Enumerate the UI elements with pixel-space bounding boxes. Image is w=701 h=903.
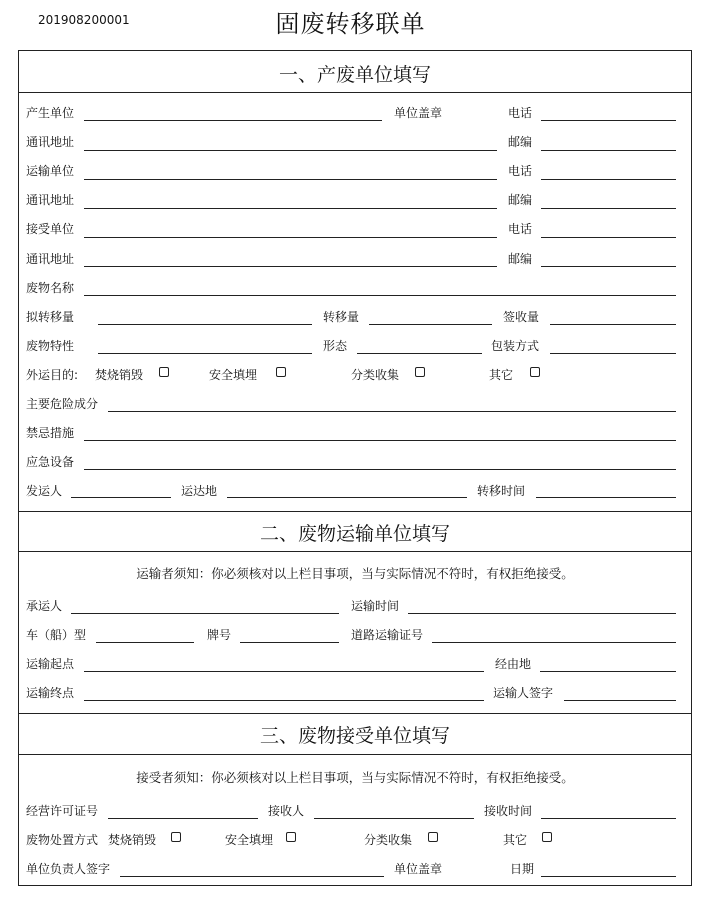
transfer-qty-field[interactable] <box>369 324 492 325</box>
incinerate-checkbox[interactable] <box>159 367 169 377</box>
via-label: 经由地 <box>495 657 532 671</box>
receiver-label: 接受单位 <box>26 222 75 236</box>
divider <box>18 713 692 714</box>
address-label: 通讯地址 <box>26 135 75 149</box>
transfer-qty-label: 转移量 <box>323 310 360 324</box>
road-permit-field[interactable] <box>432 642 676 643</box>
signature-label: 运输人签字 <box>493 686 554 700</box>
other-checkbox[interactable] <box>542 832 552 842</box>
phone-label: 电话 <box>508 222 533 236</box>
phone-field[interactable] <box>541 179 676 180</box>
seal-label: 单位盖章 <box>394 106 443 120</box>
postcode-label: 邮编 <box>508 193 533 207</box>
planned-qty-field[interactable] <box>98 324 312 325</box>
hazard-field[interactable] <box>108 411 676 412</box>
packaging-label: 包装方式 <box>491 339 540 353</box>
divider <box>18 511 692 512</box>
address-field[interactable] <box>84 208 497 209</box>
address-label: 通讯地址 <box>26 193 75 207</box>
producer-field[interactable] <box>84 120 382 121</box>
receiver-field[interactable] <box>84 237 497 238</box>
sort-checkbox[interactable] <box>428 832 438 842</box>
landfill-checkbox[interactable] <box>276 367 286 377</box>
postcode-label: 邮编 <box>508 252 533 266</box>
receiver-person-label: 接收人 <box>268 804 305 818</box>
form-title: 固废转移联单 <box>275 10 426 38</box>
phone-field[interactable] <box>541 237 676 238</box>
destination-label: 运达地 <box>181 484 218 498</box>
packaging-field[interactable] <box>550 353 676 354</box>
signed-qty-field[interactable] <box>550 324 676 325</box>
other-label: 其它 <box>503 833 528 847</box>
postcode-field[interactable] <box>541 150 676 151</box>
taboo-field[interactable] <box>84 440 676 441</box>
landfill-label: 安全填埋 <box>209 368 258 382</box>
section1-heading: 一、产废单位填写 <box>278 64 431 86</box>
postcode-field[interactable] <box>541 266 676 267</box>
waste-name-field[interactable] <box>84 295 676 296</box>
carrier-label: 承运人 <box>26 599 63 613</box>
transport-time-label: 运输时间 <box>351 599 400 613</box>
phone-label: 电话 <box>508 106 533 120</box>
other-checkbox[interactable] <box>530 367 540 377</box>
carrier-notice: 运输者须知：你必须核对以上栏目事项，当与实际情况不符时，有权拒绝接受。 <box>136 566 574 581</box>
sort-label: 分类收集 <box>364 833 413 847</box>
postcode-field[interactable] <box>541 208 676 209</box>
vehicle-label: 车（船）型 <box>26 628 87 642</box>
signature-field[interactable] <box>564 700 676 701</box>
sort-checkbox[interactable] <box>415 367 425 377</box>
license-field[interactable] <box>108 818 258 819</box>
date-field[interactable] <box>541 876 676 877</box>
purpose-label: 外运目的: <box>26 368 79 382</box>
address-field[interactable] <box>84 150 497 151</box>
phone-label: 电话 <box>508 164 533 178</box>
vehicle-field[interactable] <box>96 642 194 643</box>
divider <box>18 92 692 93</box>
shipper-label: 发运人 <box>26 484 63 498</box>
emergency-label: 应急设备 <box>26 455 75 469</box>
incinerate-label: 焚烧销毁 <box>108 833 157 847</box>
emergency-field[interactable] <box>84 469 676 470</box>
signed-qty-label: 签收量 <box>503 310 540 324</box>
waste-property-field[interactable] <box>98 353 312 354</box>
transporter-field[interactable] <box>84 179 497 180</box>
form-frame <box>18 50 692 886</box>
receive-time-label: 接收时间 <box>484 804 533 818</box>
receive-time-field[interactable] <box>541 818 676 819</box>
hazard-label: 主要危险成分 <box>26 397 99 411</box>
plate-label: 牌号 <box>207 628 232 642</box>
carrier-field[interactable] <box>71 613 339 614</box>
transporter-label: 运输单位 <box>26 164 75 178</box>
address-field[interactable] <box>84 266 497 267</box>
divider <box>18 754 692 755</box>
section3-heading: 三、废物接受单位填写 <box>259 725 450 747</box>
start-point-field[interactable] <box>84 671 484 672</box>
other-label: 其它 <box>489 368 514 382</box>
phone-field[interactable] <box>541 120 676 121</box>
transfer-time-field[interactable] <box>536 497 676 498</box>
head-sign-label: 单位负责人签字 <box>26 862 111 876</box>
shipper-field[interactable] <box>71 497 171 498</box>
license-label: 经营许可证号 <box>26 804 99 818</box>
postcode-label: 邮编 <box>508 135 533 149</box>
receiver-notice: 接受者须知：你必须核对以上栏目事项，当与实际情况不符时，有权拒绝接受。 <box>136 770 574 785</box>
address-label: 通讯地址 <box>26 252 75 266</box>
end-point-field[interactable] <box>84 700 484 701</box>
section2-heading: 二、废物运输单位填写 <box>259 523 450 545</box>
divider <box>18 551 692 552</box>
via-field[interactable] <box>540 671 676 672</box>
landfill-label: 安全填埋 <box>225 833 274 847</box>
taboo-label: 禁忌措施 <box>26 426 75 440</box>
disposal-label: 废物处置方式 <box>26 833 99 847</box>
transfer-time-label: 转移时间 <box>477 484 526 498</box>
plate-field[interactable] <box>240 642 339 643</box>
road-permit-label: 道路运输证号 <box>351 628 424 642</box>
landfill-checkbox[interactable] <box>286 832 296 842</box>
end-point-label: 运输终点 <box>26 686 75 700</box>
incinerate-checkbox[interactable] <box>171 832 181 842</box>
waste-name-label: 废物名称 <box>26 281 75 295</box>
serial-number: 201908200001 <box>38 13 130 27</box>
sort-label: 分类收集 <box>351 368 400 382</box>
waste-property-label: 废物特性 <box>26 339 75 353</box>
seal-label: 单位盖章 <box>394 862 443 876</box>
form-label: 形态 <box>323 339 348 353</box>
destination-field[interactable] <box>227 497 467 498</box>
start-point-label: 运输起点 <box>26 657 75 671</box>
form-field[interactable] <box>357 353 482 354</box>
date-label: 日期 <box>510 862 535 876</box>
transport-time-field[interactable] <box>408 613 676 614</box>
receiver-person-field[interactable] <box>314 818 474 819</box>
head-sign-field[interactable] <box>120 876 384 877</box>
incinerate-label: 焚烧销毁 <box>95 368 144 382</box>
producer-label: 产生单位 <box>26 106 75 120</box>
planned-qty-label: 拟转移量 <box>26 310 75 324</box>
